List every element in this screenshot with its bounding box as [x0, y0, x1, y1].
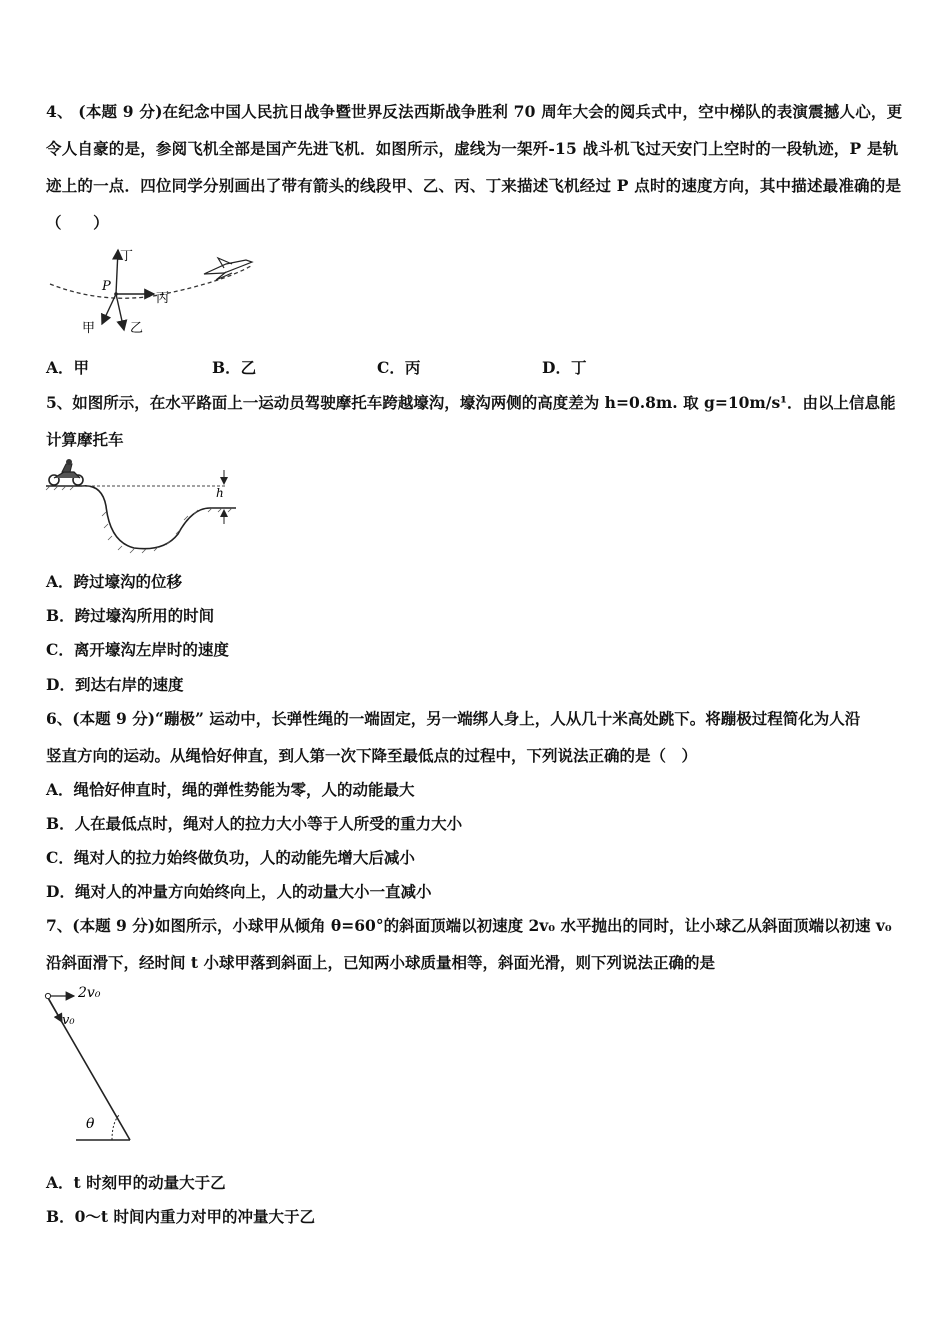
question-7-stem-line2: 沿斜面滑下，经时间 t 小球甲落到斜面上，已知两小球质量相等，斜面光滑，则下列说法正确的是	[46, 953, 715, 972]
question-7-stem-line1: 7、(本题 9 分)如图所示，小球甲从倾角 θ=60°的斜面顶端以初速度 2v₀ 水平抛出的同时，让小球乙从斜面顶端以初速 v₀	[46, 916, 892, 935]
arrow-yi	[116, 294, 124, 330]
q4-option-a: A．甲	[46, 358, 90, 377]
q7-option-a: A．t 时刻甲的动量大于乙	[46, 1173, 226, 1192]
question-4-stem: 4、 (本题 9 分)在纪念中国人民抗日战争暨世界反法西斯战争胜利 70 周年大会的阅兵式中，空中梯队的表演震撼人心，更令人自豪的是，参阅飞机全部是国产先进飞机．如图所示，虚线为一架歼-15 战斗机飞过天安门上空时的一段轨迹，P 是轨迹上的一点．四位同学分别画出了带有箭头的线段甲、乙、丙、丁来描述飞机经过 P 点时的速度方向，其中描述最准确的是（ ）	[46, 102, 903, 232]
question-6-stem-line1: 6、(本题 9 分)“蹦极” 运动中，长弹性绳的一端固定，另一端绑人身上，人从几十米高处跳下。将蹦极过程简化为人沿	[46, 709, 861, 728]
question-5-stem-line2: 计算摩托车	[46, 430, 124, 449]
q6-option-a: A．绳恰好伸直时，绳的弹性势能为零，人的动能最大	[46, 780, 415, 799]
q5-option-d: D．到达右岸的速度	[46, 675, 184, 694]
question-4-figure	[46, 246, 266, 346]
label-ding: 丁	[120, 249, 134, 264]
arrow-v0	[49, 999, 62, 1022]
label-yi: 乙	[130, 321, 144, 336]
label-2v0: 2v₀	[78, 985, 101, 1001]
q5-option-c: C．离开壕沟左岸时的速度	[46, 640, 229, 659]
question-7-figure	[40, 982, 150, 1152]
angle-arc	[112, 1114, 120, 1140]
q6-option-b: B．人在最低点时，绳对人的拉力大小等于人所受的重力大小	[46, 814, 463, 833]
arrow-jia	[102, 294, 116, 324]
label-bing: 丙	[156, 291, 170, 306]
ball-top	[45, 993, 50, 998]
q4-option-d: D．丁	[542, 358, 587, 377]
q6-option-c: C．绳对人的拉力始终做负功，人的动能先增大后减小	[46, 848, 415, 867]
ditch-profile	[46, 486, 236, 549]
q7-option-b: B．0～t 时间内重力对甲的冲量大于乙	[46, 1207, 315, 1226]
q5-option-a: A．跨过壕沟的位移	[46, 572, 183, 591]
question-5-stem-line1: 5、如图所示，在水平路面上一运动员驾驶摩托车跨越壕沟，壕沟两侧的高度差为 h=0.8m. 取 g=10m/s¹．由以上信息能	[46, 393, 896, 412]
label-h: h	[216, 486, 224, 500]
q4-option-b: B．乙	[212, 358, 257, 377]
q6-option-d: D．绳对人的冲量方向始终向上，人的动量大小一直减小	[46, 882, 432, 901]
motorcycle-icon	[49, 459, 83, 485]
label-p: P	[102, 279, 111, 294]
label-jia: 甲	[82, 321, 96, 336]
q5-option-b: B．跨过壕沟所用的时间	[46, 606, 215, 625]
label-theta: θ	[86, 1116, 95, 1132]
question-5-figure	[46, 456, 246, 556]
label-v0: v₀	[62, 1013, 75, 1028]
question-4-options	[46, 356, 746, 376]
question-6-stem-line2: 竖直方向的运动。从绳恰好伸直，到人第一次下降至最低点的过程中，下列说法正确的是（ ）	[46, 746, 698, 765]
q4-option-c: C．丙	[377, 358, 421, 377]
arrow-ding	[116, 250, 118, 294]
